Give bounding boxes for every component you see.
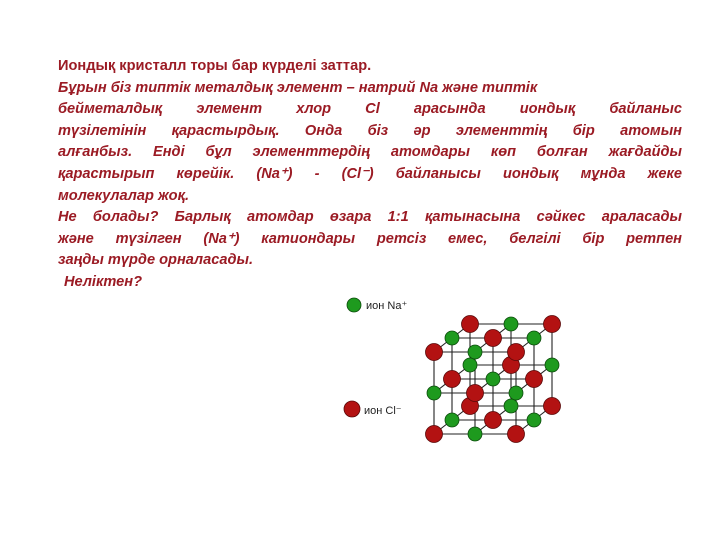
- cl-ion: [544, 316, 561, 333]
- lattice-atoms: [426, 316, 561, 443]
- cl-ion: [485, 330, 502, 347]
- cl-ion: [467, 385, 484, 402]
- paragraph-line: қарастырып көрейік. (Na⁺) - (Cl⁻) байланысы иондық мұнда жеке: [58, 165, 682, 182]
- crystal-lattice-diagram: [332, 284, 712, 464]
- na-ion: [486, 372, 500, 386]
- cl-legend-label: ион Cl⁻: [364, 405, 402, 417]
- text-block: [58, 56, 682, 294]
- na-ion: [504, 399, 518, 413]
- na-ion: [527, 413, 541, 427]
- paragraph-line: түзілетінін қарастырдық. Онда біз әр элементтің бір атомын: [58, 122, 682, 139]
- na-ion: [463, 358, 477, 372]
- na-ion: [445, 331, 459, 345]
- na-ion: [509, 386, 523, 400]
- paragraph-line: және түзілген (Na⁺) катиондары ретсіз емес, белгілі бір ретпен: [58, 230, 682, 247]
- na-legend-dot: [347, 298, 361, 312]
- cl-ion: [462, 316, 479, 333]
- paragraph-line: молекулалар жоқ.: [58, 187, 190, 204]
- cl-ion: [426, 344, 443, 361]
- cl-ion: [444, 371, 461, 388]
- na-legend-label: ион Na⁺: [366, 300, 408, 312]
- cl-ion: [508, 344, 525, 361]
- na-ion: [527, 331, 541, 345]
- slide-title: Иондық кристалл торы бар күрделі заттар.: [58, 58, 372, 74]
- na-ion: [468, 345, 482, 359]
- na-ion: [545, 358, 559, 372]
- cl-ion: [508, 426, 525, 443]
- cl-ion: [544, 398, 561, 415]
- paragraph-line: алғанбыз. Енді бұл элементтердің атомдары көп болған жағдайды: [58, 144, 682, 161]
- paragraph-line: заңды түрде орналасады.: [58, 252, 254, 269]
- paragraph-line: Не болады? Барлық атомдар өзара 1:1 қатынасына сәйкес араласады: [58, 209, 682, 226]
- cl-ion: [526, 371, 543, 388]
- paragraph-line: Бұрын біз типтік металдық элемент – натрий Na және типтік: [58, 79, 538, 96]
- na-ion: [427, 386, 441, 400]
- cl-ion: [485, 412, 502, 429]
- question-text: Неліктен?: [64, 273, 142, 290]
- legend: [344, 298, 407, 417]
- na-ion: [445, 413, 459, 427]
- na-ion: [504, 317, 518, 331]
- na-ion: [468, 427, 482, 441]
- cl-ion: [426, 426, 443, 443]
- cl-legend-dot: [344, 401, 360, 417]
- paragraph-line: бейметалдық элемент хлор Cl арасында иондық байланыс: [58, 101, 682, 118]
